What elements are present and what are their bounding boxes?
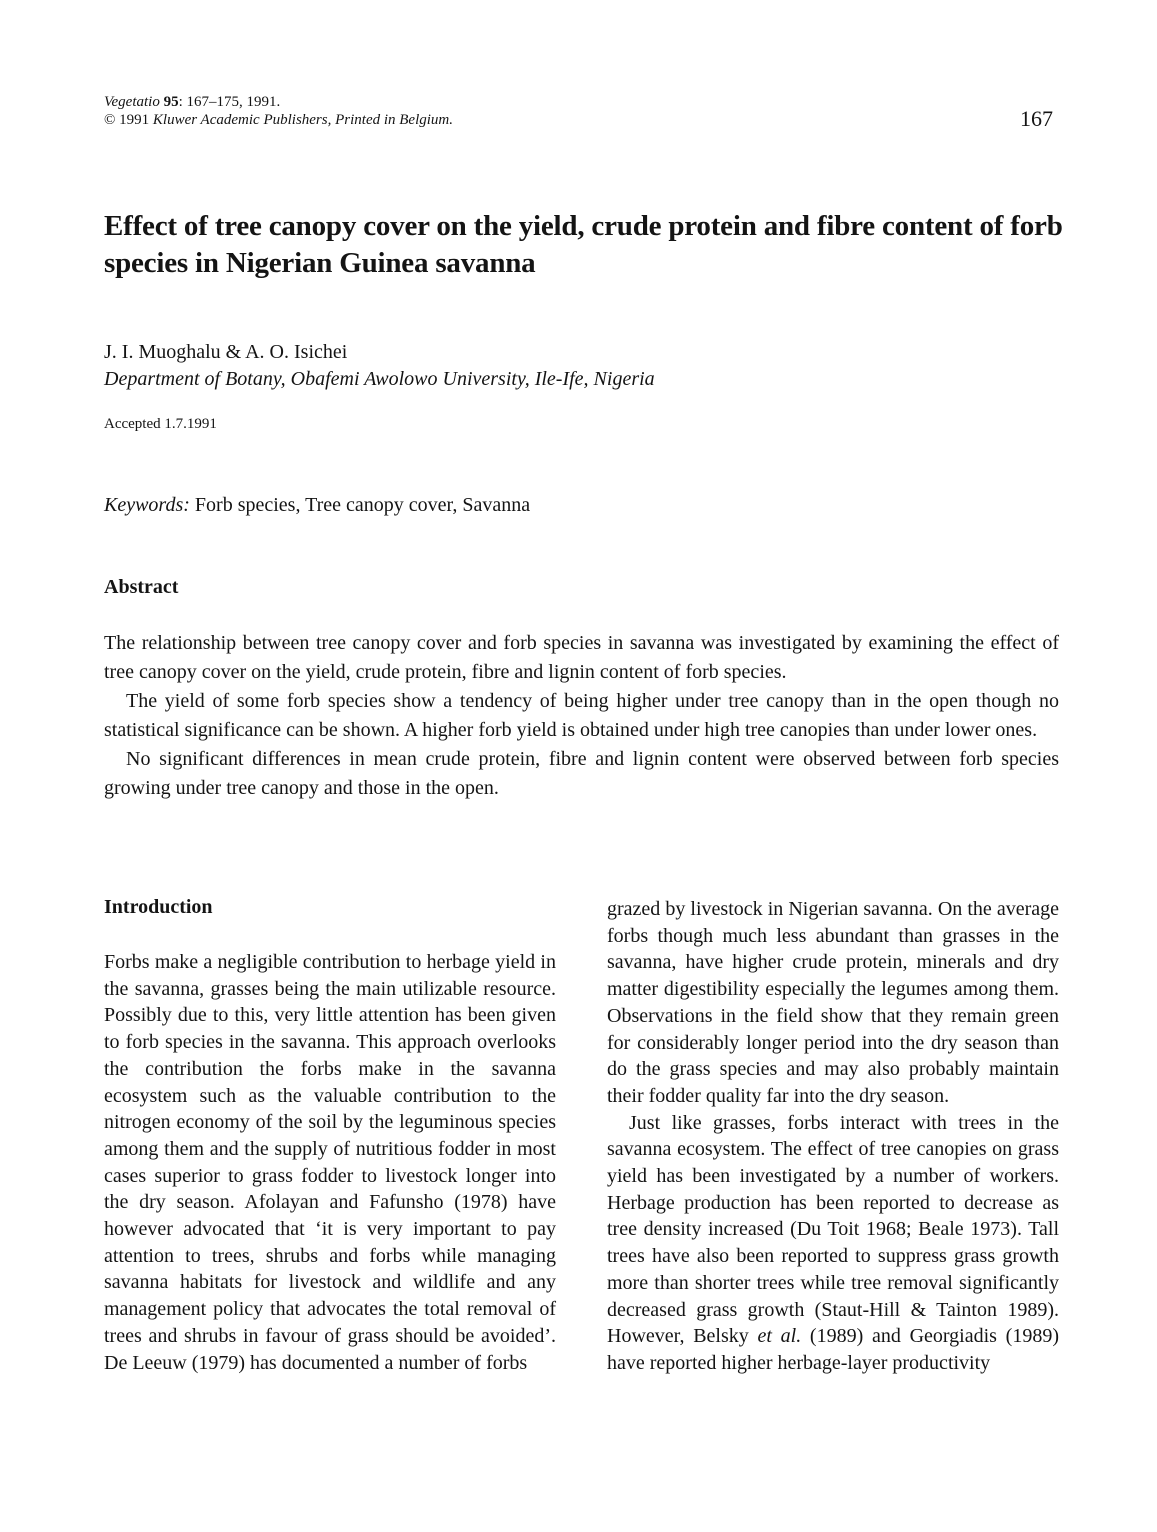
body-text: (1989) and Georgiadis (1989) have reported higher herbage-layer productivity: [607, 1325, 1059, 1374]
journal-pages: : 167–175, 1991.: [178, 94, 281, 110]
body-paragraph: Forbs make a negligible contribution to herbage yield in the savanna, grasses being the main utilizable resource. Possibly due to this, very little attention has been given to forb species in the savanna. This approach overlooks the contribution the forbs make in the savanna ecosystem such as the valuable contribution to the nitrogen economy of the soil by the leguminous species among them and the supply of nutritious fodder in most cases superior to grass fodder to livestock longer into the dry season. Afolayan and Fafunsho (1978) have however advocated that ‘it is very important to pay attention to trees, shrubs and forbs while managing savanna habitats for livestock and wildlife and any management policy that advocates the total removal of trees and shrubs in favour of grass should be avoided’. De Leeuw (1979) has documented a number of forbs: [104, 951, 556, 1374]
body-paragraph: [607, 1110, 1059, 1377]
citation-line: [104, 93, 453, 111]
page-number: 167: [1020, 106, 1053, 131]
publisher: Kluwer Academic Publishers, Printed in Belgium.: [152, 112, 454, 128]
copyright-line: [104, 111, 453, 129]
left-column: [104, 949, 556, 1376]
introduction-heading: Introduction: [104, 896, 213, 918]
abstract-body: [104, 629, 1059, 803]
journal-volume: 95: [163, 94, 179, 110]
keywords-text: Forb species, Tree canopy cover, Savanna: [189, 494, 531, 516]
body-paragraph: grazed by livestock in Nigerian savanna. On the average forbs though much less abundant than grasses in the savanna, have higher crude protein, minerals and dry matter digestibility especially the legumes among them. Observations in the field show that they remain green for considerably longer period into the dry season than do the grass species and may also probably maintain their fodder quality far into the dry season.: [607, 898, 1059, 1107]
body-text: Just like grasses, forbs interact with trees in the savanna ecosystem. The effect of tree canopies on grass yield has been investigated by a number of workers. Herbage production has been reported to decrease as tree density increased (Du Toit 1968; Beale 1973). Tall trees have also been reported to suppress grass growth more than shorter trees while tree removal significantly decreased grass growth (Staut-Hill & Tainton 1989). However, Belsky: [607, 1111, 1059, 1348]
et-al: et al.: [757, 1325, 802, 1348]
keywords-label: Keywords:: [104, 494, 190, 516]
authors: J. I. Muoghalu & A. O. Isichei: [104, 341, 348, 363]
abstract-paragraph: No significant differences in mean crude protein, fibre and lignin content were observed between forb species growing under tree canopy and those in the open.: [104, 748, 1059, 799]
right-column: [607, 896, 1059, 1377]
abstract-paragraph: The relationship between tree canopy cover and forb species in savanna was investigated by examining the effect of tree canopy cover on the yield, crude protein, fibre and lignin content of forb species.: [104, 632, 1059, 683]
accepted-date: Accepted 1.7.1991: [104, 416, 217, 432]
copyright-prefix: © 1991: [104, 112, 153, 128]
journal-name: Vegetatio: [104, 94, 160, 110]
journal-citation: [104, 93, 453, 129]
abstract-heading: Abstract: [104, 576, 179, 598]
keywords: [104, 494, 530, 517]
affiliation: Department of Botany, Obafemi Awolowo University, Ile-Ife, Nigeria: [104, 368, 655, 390]
abstract-paragraph: The yield of some forb species show a tendency of being higher under tree canopy than in the open though no statistical significance can be shown. A higher forb yield is obtained under high tree canopies than under lower ones.: [104, 690, 1059, 741]
paper-title: Effect of tree canopy cover on the yield, crude protein and fibre content of forb species in Nigerian Guinea savanna: [104, 210, 1063, 279]
